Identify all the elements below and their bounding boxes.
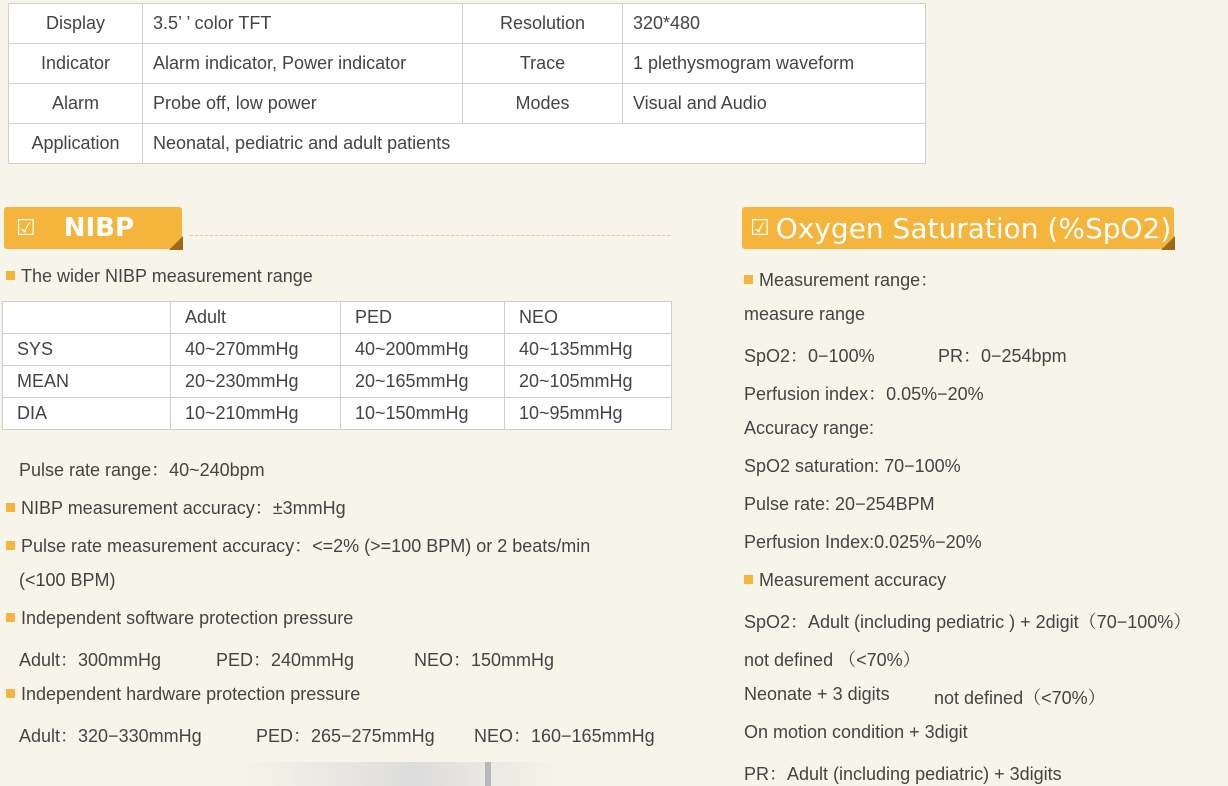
measurement-accuracy-text: Measurement accuracy — [759, 570, 947, 590]
banner-fold — [1161, 236, 1175, 250]
neonate: Neonate + 3 digits — [744, 684, 890, 704]
nibp-subtitle — [6, 266, 313, 287]
hardware-ped: PED：265−275mmHg — [256, 726, 435, 746]
table-cell: 10~150mmHg — [341, 398, 505, 430]
bullet — [744, 275, 753, 284]
table-header: NEO — [505, 302, 672, 334]
software-protection — [6, 608, 353, 629]
accuracy-range: Accuracy range: — [744, 418, 875, 438]
software-protection-text: Independent software protection pressure — [21, 608, 354, 628]
table-header: PED — [341, 302, 505, 334]
pulse-accuracy-cont: (<100 BPM) — [19, 570, 116, 590]
hardware-protection — [6, 684, 360, 705]
measurement-range — [744, 266, 938, 292]
table-cell: SYS — [3, 334, 171, 366]
spec-value: 3.5’ ’ color TFT — [143, 4, 463, 44]
table-row — [9, 44, 926, 84]
bullet — [6, 689, 15, 698]
table-cell: 10~210mmHg — [171, 398, 341, 430]
pulse-accuracy-text: Pulse rate measurement accuracy：<=2% (>=100 BPM) or 2 beats/min — [21, 536, 591, 556]
software-ped: PED：240mmHg — [216, 650, 355, 670]
spec-key: Modes — [463, 84, 623, 124]
table-row — [3, 366, 672, 398]
table-cell: 20~165mmHg — [341, 366, 505, 398]
table-cell: 40~270mmHg — [171, 334, 341, 366]
spec-value: Probe off, low power — [143, 84, 463, 124]
nibp-title: NIBP — [63, 213, 135, 243]
spo2-banner — [742, 207, 1174, 249]
blurred-bar — [485, 762, 491, 786]
table-row — [3, 398, 672, 430]
pulse-accuracy — [6, 532, 590, 558]
spo2-range: SpO2：0−100% — [744, 346, 875, 366]
not-defined-2: not defined（<70%） — [934, 688, 1106, 708]
hardware-adult: Adult：320−330mmHg — [19, 726, 202, 746]
bullet — [744, 575, 753, 584]
spec-key: Display — [9, 4, 143, 44]
table-row — [3, 302, 672, 334]
divider — [190, 235, 670, 236]
table-cell: 40~135mmHg — [505, 334, 672, 366]
table-cell: MEAN — [3, 366, 171, 398]
table-cell: 20~230mmHg — [171, 366, 341, 398]
table-header — [3, 302, 171, 334]
spec-key: Indicator — [9, 44, 143, 84]
table-cell: DIA — [3, 398, 171, 430]
software-adult: Adult：300mmHg — [19, 650, 162, 670]
table-row — [9, 84, 926, 124]
pulse-rate: Pulse rate: 20−254BPM — [744, 494, 935, 514]
spec-value: 320*480 — [623, 4, 926, 44]
table-row — [9, 124, 926, 164]
table-cell: 20~105mmHg — [505, 366, 672, 398]
pr-range: PR：0−254bpm — [938, 346, 1067, 366]
table-header: Adult — [171, 302, 341, 334]
spec-value: 1 plethysmogram waveform — [623, 44, 926, 84]
checkbox-icon: ☑ — [750, 215, 770, 241]
checkbox-icon: ☑ — [16, 215, 36, 241]
spec-value: Neonatal, pediatric and adult patients — [143, 124, 926, 164]
table-cell: 10~95mmHg — [505, 398, 672, 430]
nibp-accuracy — [6, 494, 346, 520]
pulse-rate-range: Pulse rate range：40~240bpm — [19, 460, 265, 480]
table-row — [9, 4, 926, 44]
spec-value: Alarm indicator, Power indicator — [143, 44, 463, 84]
spec-table — [8, 3, 926, 164]
spec-key: Alarm — [9, 84, 143, 124]
nibp-banner — [4, 207, 182, 249]
spec-key: Resolution — [463, 4, 623, 44]
pr-adult: PR：Adult (including pediatric) + 3digits — [744, 764, 1062, 784]
hardware-protection-text: Independent hardware protection pressure — [21, 684, 361, 704]
spo2-title: Oxygen Saturation (%SpO2) — [775, 211, 1172, 245]
not-defined-1: not defined （<70%） — [744, 650, 921, 670]
bullet — [6, 541, 15, 550]
software-neo: NEO：150mmHg — [414, 650, 555, 670]
spo2-adult: SpO2：Adult (including pediatric ) + 2digit（70−100%） — [744, 612, 1192, 632]
perfusion-index-2: Perfusion Index:0.025%−20% — [744, 532, 982, 552]
bullet — [6, 271, 15, 280]
hardware-neo: NEO：160−165mmHg — [474, 726, 655, 746]
measurement-range-text: Measurement range： — [759, 270, 939, 290]
bullet — [6, 613, 15, 622]
motion-condition: On motion condition + 3digit — [744, 722, 968, 742]
spec-value: Visual and Audio — [623, 84, 926, 124]
perfusion-index: Perfusion index：0.05%−20% — [744, 384, 984, 404]
table-row — [3, 334, 672, 366]
table-cell: 40~200mmHg — [341, 334, 505, 366]
spec-key: Application — [9, 124, 143, 164]
nibp-accuracy-text: NIBP measurement accuracy：±3mmHg — [21, 498, 346, 518]
spo2-saturation: SpO2 saturation: 70−100% — [744, 456, 961, 476]
nibp-subtitle-text: The wider NIBP measurement range — [21, 266, 313, 286]
measurement-accuracy — [744, 570, 946, 591]
measure-range: measure range — [744, 304, 866, 324]
blurred-image-fragment — [240, 762, 560, 786]
spec-key: Trace — [463, 44, 623, 84]
bullet — [6, 503, 15, 512]
nibp-table — [2, 301, 672, 430]
banner-fold — [169, 236, 183, 250]
